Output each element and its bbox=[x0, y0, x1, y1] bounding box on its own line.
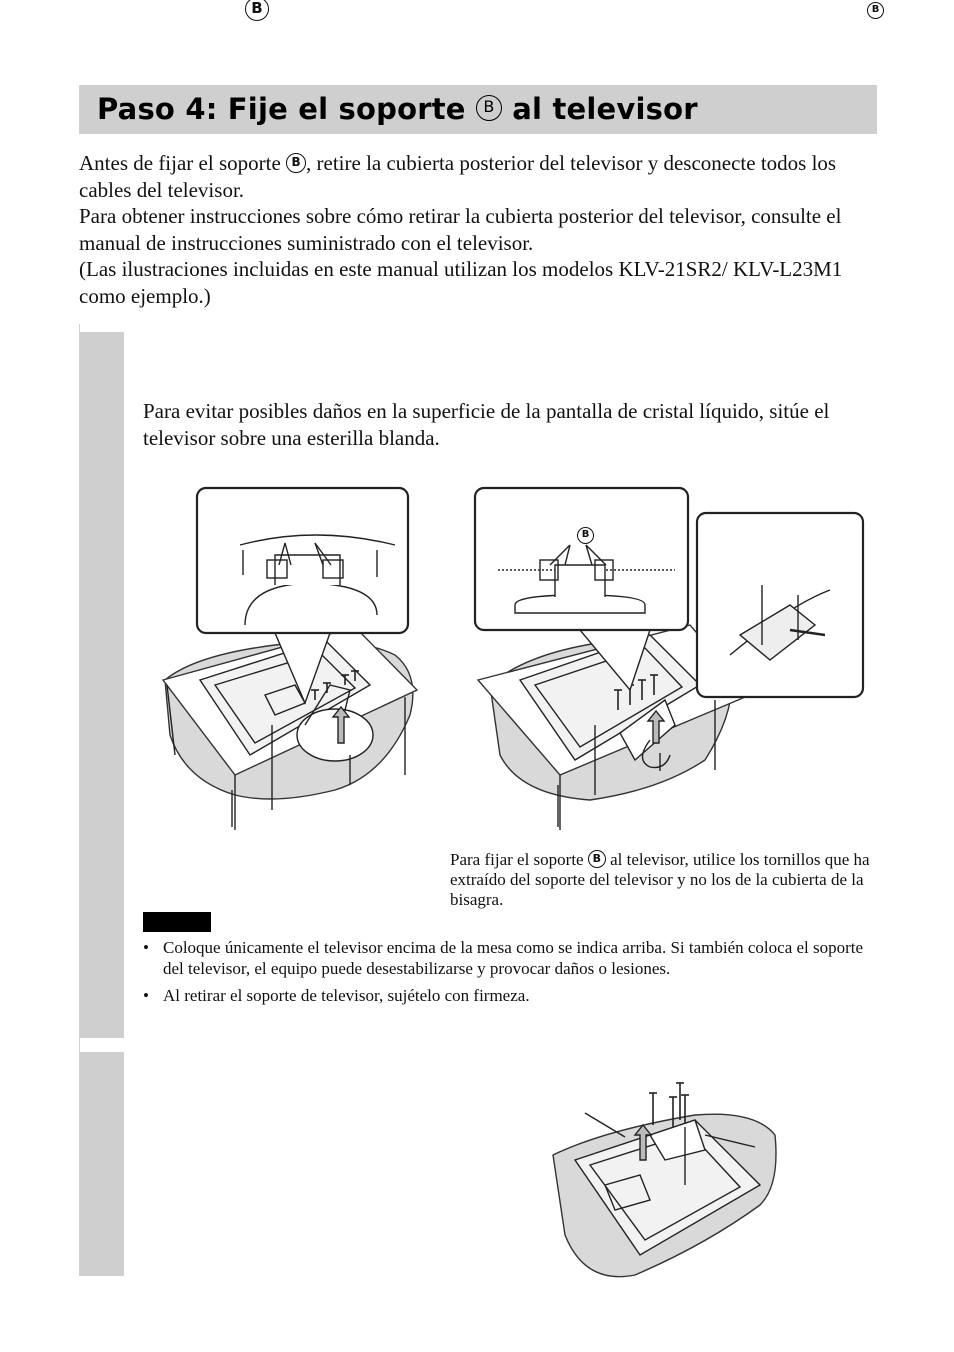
step-2-b-badge: B bbox=[245, 0, 269, 21]
intro-text bbox=[79, 150, 889, 309]
step-2-sidebar bbox=[79, 1052, 124, 1276]
figure-caption bbox=[450, 850, 880, 909]
step-1-sidebar bbox=[79, 332, 124, 1038]
title-text: Paso 4: Fije el soporte bbox=[97, 92, 466, 126]
intro-p1-after: , retire la cubierta posterior del televisor y desconecte todos los cables del televisor. bbox=[79, 151, 837, 202]
stand-b-badge: B bbox=[476, 95, 502, 121]
stand-b-badge: B bbox=[588, 850, 606, 868]
intro-p1-before: Antes de fijar el soporte bbox=[79, 151, 281, 175]
page-title bbox=[97, 85, 877, 134]
figure-attach-stand-b bbox=[470, 485, 870, 830]
bullet: • bbox=[143, 938, 149, 957]
step-1-instructions: Para evitar posibles daños en la superficie de la pantalla de cristal líquido, sitúe el televisor sobre una esterilla blanda. bbox=[143, 399, 830, 450]
note-text: Coloque únicamente el televisor encima de la mesa como se indica arriba. Si también coloca el soporte del televisor, el equipo puede desestabilizarse y provocar daños o lesiones. bbox=[163, 938, 864, 978]
figure-remove-stand bbox=[155, 485, 425, 830]
step-1-rule bbox=[79, 324, 80, 332]
title-suffix: al televisor bbox=[501, 92, 698, 126]
note-item bbox=[143, 985, 883, 1006]
title-bar bbox=[79, 85, 877, 134]
caption-before: Para fijar el soporte bbox=[450, 850, 584, 869]
notes-list bbox=[143, 937, 883, 1012]
figure-b-badge: B bbox=[577, 527, 594, 544]
figure-step-2 bbox=[545, 1075, 785, 1285]
intro-paragraph-3: (Las ilustraciones incluidas en este manual utilizan los modelos KLV-21SR2/ KLV-L23M1 como ejemplo.) bbox=[79, 257, 843, 308]
step-2-b-label: B bbox=[867, 2, 884, 19]
caption-after: al televisor, utilice los tornillos que ha extraído del soporte del televisor y no los de la cubierta de la bisagra. bbox=[450, 850, 870, 909]
intro-paragraph-2: Para obtener instrucciones sobre cómo retirar la cubierta posterior del televisor, consulte el manual de instrucciones suministrado con el televisor. bbox=[79, 204, 842, 255]
step-2-rule bbox=[79, 1038, 80, 1052]
note-item bbox=[143, 937, 883, 979]
note-text: Al retirar el soporte de televisor, sujételo con firmeza. bbox=[163, 986, 530, 1005]
bullet: • bbox=[143, 986, 149, 1005]
stand-b-badge: B bbox=[286, 153, 306, 173]
note-tag bbox=[143, 912, 211, 932]
intro-paragraph-1 bbox=[79, 150, 889, 203]
